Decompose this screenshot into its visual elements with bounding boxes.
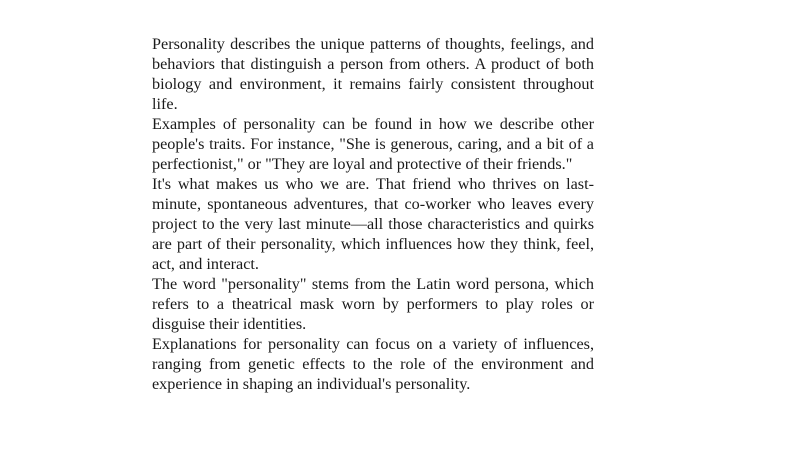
paragraph-examples: Examples of personality can be found in how we describe other people's traits. For instance, "She is generous, caring, and a bit of a perfectionist," or "They are loyal and protective of their friends.": [152, 115, 594, 173]
paragraph-definition: Personality describes the unique patterns of thoughts, feelings, and behaviors that distinguish a person from others. A product of both biology and environment, it remains fairly consistent throughout life.: [152, 35, 594, 113]
document-body: [152, 34, 594, 394]
paragraph-explanations: Explanations for personality can focus on a variety of influences, ranging from genetic effects to the role of the environment and experience in shaping an individual's personality.: [152, 335, 594, 393]
paragraph-etymology: The word "personality" stems from the Latin word persona, which refers to a theatrical mask worn by performers to play roles or disguise their identities.: [152, 275, 594, 333]
paragraph-identity: It's what makes us who we are. That friend who thrives on last-minute, spontaneous adventures, that co-worker who leaves every project to the very last minute—all those characteristics and quirks are part of their personality, which influences how they think, feel, act, and interact.: [152, 175, 594, 273]
